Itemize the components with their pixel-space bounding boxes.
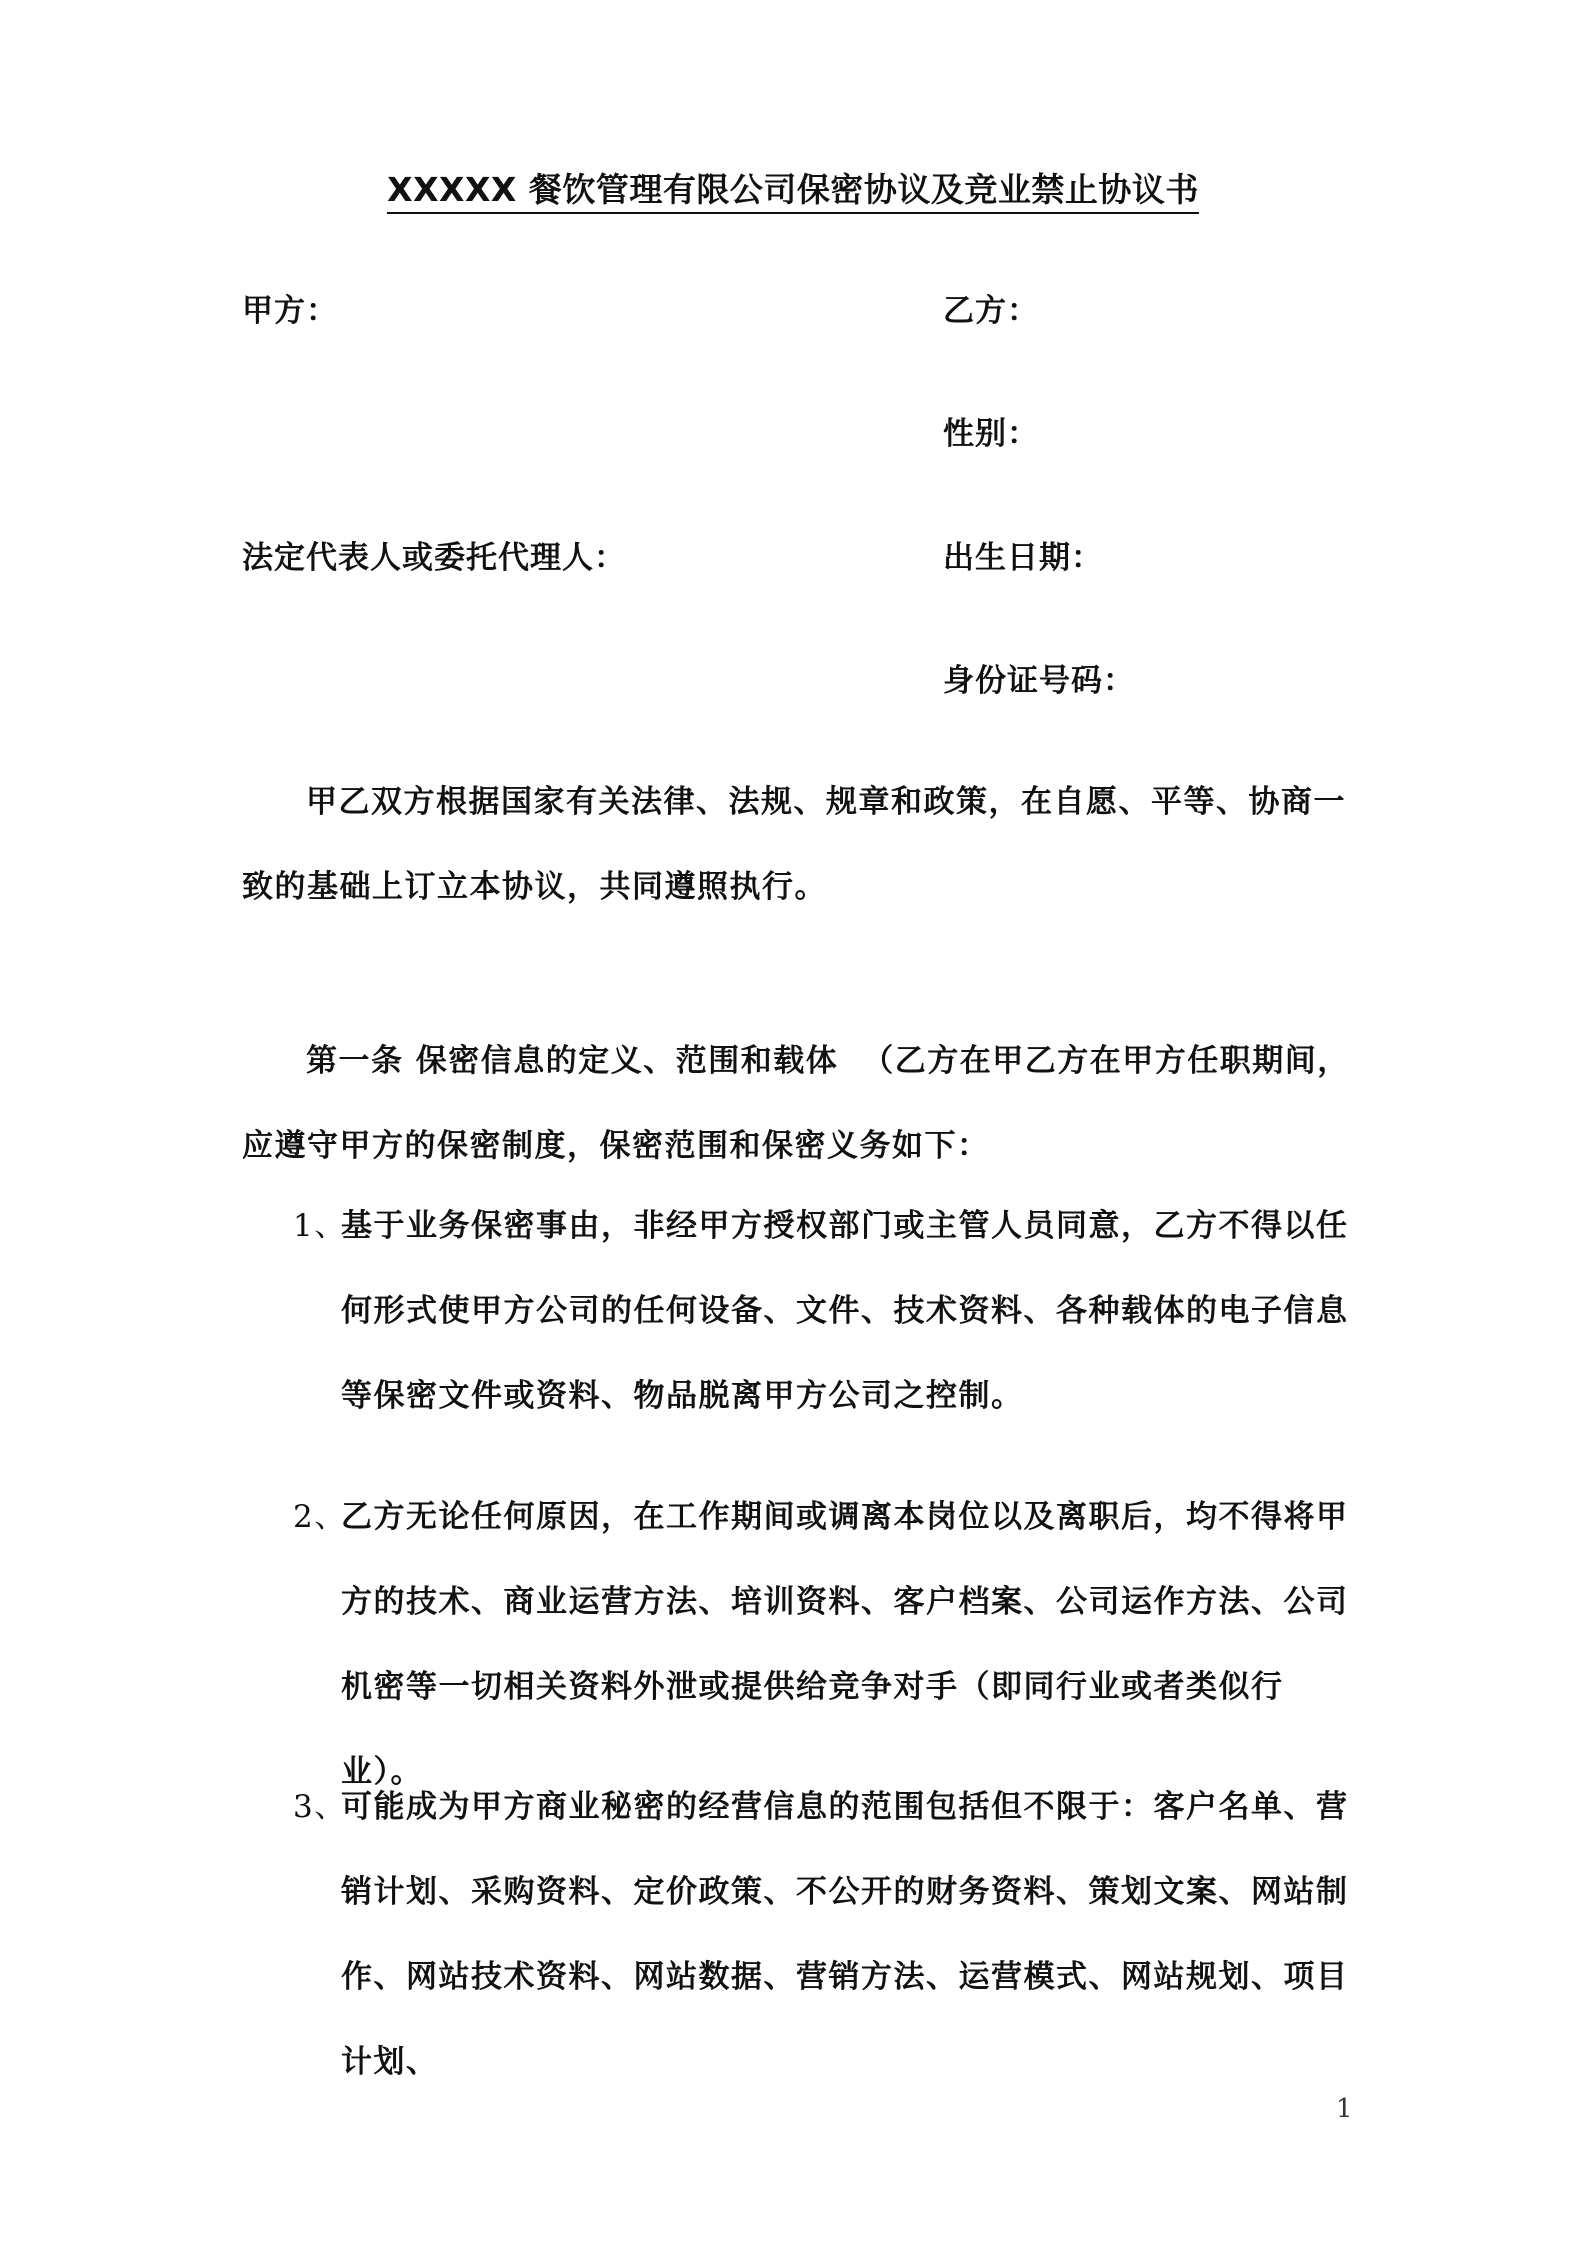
birth-date-label: 出生日期： [943, 540, 1103, 576]
article-1-heading [242, 1019, 1352, 1189]
gender-label: 性别： [943, 416, 1039, 452]
list-item [293, 1765, 1353, 2105]
id-number-label: 身份证号码： [943, 663, 1135, 699]
party-b-label: 乙方： [943, 293, 1039, 329]
document-title [0, 168, 1586, 212]
list-item-text: 乙方无论任何原因，在工作期间或调离本岗位以及离职后，均不得将甲方的技术、商业运营方法、培训资料、客户档案、公司运作方法、公司机密等一切相关资料外泄或提供给竞争对手（即同行业或者类似行业）。 [341, 1499, 1349, 1790]
intro-text: 甲乙双方根据国家有关法律、法规、规章和政策，在自愿、平等、协商一致的基础上订立本协议，共同遵照执行。 [242, 784, 1346, 905]
party-a-label: 甲方： [242, 293, 338, 329]
list-item-text: 可能成为甲方商业秘密的经营信息的范围包括但不限于：客户名单、营销计划、采购资料、定价政策、不公开的财务资料、策划文案、网站制作、网站技术资料、网站数据、营销方法、运营模式、网站规划、项目计划、 [341, 1789, 1349, 2080]
list-item-text: 基于业务保密事由，非经甲方授权部门或主管人员同意，乙方不得以任何形式使甲方公司的任何设备、文件、技术资料、各种载体的电子信息等保密文件或资料、物品脱离甲方公司之控制。 [341, 1208, 1349, 1414]
list-item [293, 1184, 1353, 1439]
page-number: 1 [1336, 2094, 1353, 2124]
article-1-title: 第一条 保密信息的定义、范围和载体 [306, 1043, 839, 1079]
document-title-text: XXXXX 餐饮管理有限公司保密协议及竞业禁止协议书 [387, 170, 1199, 214]
list-item-number: 2、 [293, 1499, 347, 1535]
list-item [293, 1475, 1353, 1815]
intro-paragraph [242, 760, 1352, 930]
list-item-number: 3、 [293, 1789, 347, 1825]
list-item-number: 1、 [293, 1208, 347, 1244]
legal-representative-label: 法定代表人或委托代理人： [242, 540, 626, 576]
article-1-intro: （乙方在甲乙方在甲方任职期间，应遵守甲方的保密制度，保密范围和保密义务如下： [242, 1043, 1350, 1164]
